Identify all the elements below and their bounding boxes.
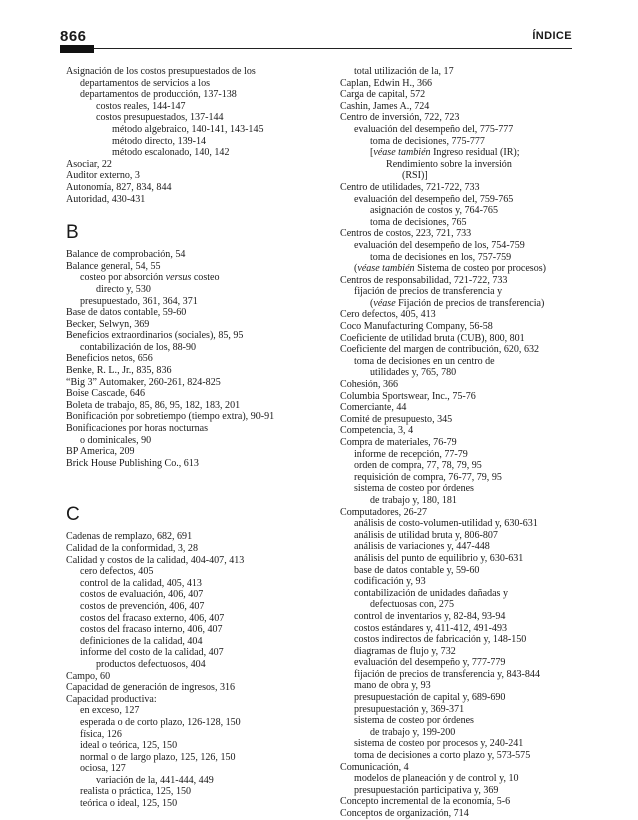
index-entry: Asociar, 22 xyxy=(66,158,112,170)
index-subentry: teórica o ideal, 125, 150 xyxy=(80,798,178,810)
index-entry: Beneficios extraordinarios (sociales), 85, 95 xyxy=(66,330,244,342)
index-subentry: evaluación del desempeño del, 775-777 xyxy=(354,123,514,135)
index-entry: Calidad de la conformidad, 3, 28 xyxy=(66,543,198,554)
page-number: 866 xyxy=(60,28,87,45)
index-entry: Autoridad, 430-431 xyxy=(66,193,146,205)
index-subentry: evaluación del desempeño del, 759-765 xyxy=(354,193,514,205)
index-entry: Caplan, Edwin H., 366 xyxy=(340,77,433,89)
index-entry: Cashin, James A., 724 xyxy=(340,100,430,112)
index-subentry: ideal o teórica, 125, 150 xyxy=(80,740,178,752)
index-entry: Boise Cascade, 646 xyxy=(66,388,145,400)
index-subentry: método directo, 139-14 xyxy=(112,135,207,147)
index-column-left xyxy=(66,66,326,810)
index-subentry: presupuestado, 361, 364, 371 xyxy=(80,295,198,307)
index-subentry: sistema de costeo por órdenes xyxy=(354,715,474,727)
index-subentry: defectuosas con, 275 xyxy=(370,599,454,611)
index-entry: Asignación de los costos presupuestados de los xyxy=(66,66,256,77)
index-subentry: costeo por absorción versus costeo xyxy=(80,272,220,284)
index-entry: Carga de capital, 572 xyxy=(340,89,426,101)
index-entry: BP America, 209 xyxy=(66,446,135,458)
index-entry: Centros de responsabilidad, 721-722, 733 xyxy=(340,274,508,286)
spacer xyxy=(66,487,326,505)
index-subentry: presupuestación participativa y, 369 xyxy=(354,784,499,796)
index-subentry: asignación de costos y, 764-765 xyxy=(370,205,498,217)
index-entry: Bonificación por sobretiempo (tiempo extra), 90-91 xyxy=(66,411,275,423)
index-subentry: análisis del punto de equilibrio y, 630-631 xyxy=(354,552,524,564)
index-subentry: contabilización de unidades dañadas y xyxy=(354,587,508,599)
index-entry: Coeficiente del margen de contribución, 620, 632 xyxy=(340,344,540,356)
index-subentry: normal o de largo plazo, 125, 126, 150 xyxy=(80,751,236,763)
index-entry: Compra de materiales, 76-79 xyxy=(340,437,457,448)
index-subentry: costos de prevención, 406, 407 xyxy=(80,600,205,612)
index-subentry: control de la calidad, 405, 413 xyxy=(80,577,202,589)
index-subentry: análisis de variaciones y, 447-448 xyxy=(354,541,490,553)
index-entry: Brick House Publishing Co., 613 xyxy=(66,457,199,469)
index-entry: Bonificaciones por horas nocturnas xyxy=(66,423,209,435)
index-subentry: evaluación del desempeño y, 777-779 xyxy=(354,657,506,669)
index-subentry: costos de evaluación, 406, 407 xyxy=(80,589,204,601)
header-marker-bar xyxy=(60,45,94,53)
index-subentry: control de inventarios y, 82-84, 93-94 xyxy=(354,610,506,622)
index-entry: Cohesión, 366 xyxy=(340,379,399,391)
index-entry: Capacidad productiva: xyxy=(66,693,157,705)
index-entry: Comité de presupuesto, 345 xyxy=(340,413,453,425)
index-entry: Campo, 60 xyxy=(66,670,111,682)
index-subentry: productos defectuosos, 404 xyxy=(96,658,206,670)
index-subentry: de trabajo y, 199-200 xyxy=(370,726,456,738)
index-entry: Computadores, 26-27 xyxy=(340,506,428,518)
index-subentry: informe del costo de la calidad, 407 xyxy=(80,647,224,659)
index-entry: Autonomía, 827, 834, 844 xyxy=(66,181,172,193)
index-subentry: sistema de costeo por procesos y, 240-241 xyxy=(354,738,524,750)
index-entry: Comunicación, 4 xyxy=(340,761,409,773)
index-subentry: fijación de precios de transferencia y xyxy=(354,286,503,298)
index-subentry: base de datos contable y, 59-60 xyxy=(354,564,480,576)
index-subentry: costos reales, 144-147 xyxy=(96,100,186,112)
index-column-right xyxy=(340,66,590,820)
index-subentry: fijación de precios de transferencia y, 843-844 xyxy=(354,668,540,680)
index-subentry: realista o práctica, 125, 150 xyxy=(80,786,192,798)
index-subentry: presupuestación de capital y, 689-690 xyxy=(354,692,506,704)
index-subentry: definiciones de la calidad, 404 xyxy=(80,635,203,647)
index-subentry: orden de compra, 77, 78, 79, 95 xyxy=(354,460,482,472)
index-entry: Beneficios netos, 656 xyxy=(66,353,153,365)
index-subentry: contabilización de los, 88-90 xyxy=(80,341,197,353)
index-subentry: toma de decisiones, 765 xyxy=(370,216,467,228)
index-subentry: mano de obra y, 93 xyxy=(354,680,431,692)
index-entry: Base de datos contable, 59-60 xyxy=(66,307,187,319)
index-entry: Columbia Sportswear, Inc., 75-76 xyxy=(340,390,476,402)
index-subentry: en exceso, 127 xyxy=(80,705,140,717)
index-entry: Centro de utilidades, 721-722, 733 xyxy=(340,181,480,193)
index-entry: Boleta de trabajo, 85, 86, 95, 182, 183, 201 xyxy=(66,399,241,411)
index-subentry: modelos de planeación y de control y, 10 xyxy=(354,773,519,785)
index-entry: Centros de costos, 223, 721, 733 xyxy=(340,228,472,240)
index-entry: Capacidad de generación de ingresos, 316 xyxy=(66,682,236,694)
index-subentry: diagramas de flujo y, 732 xyxy=(354,645,456,657)
index-subentry: método algebraico, 140-141, 143-145 xyxy=(112,123,264,135)
index-subentry: Rendimiento sobre la inversión xyxy=(386,158,512,170)
index-subentry: requisición de compra, 76-77, 79, 95 xyxy=(354,471,502,483)
index-subentry: ociosa, 127 xyxy=(80,763,126,775)
index-subentry: física, 126 xyxy=(80,728,122,740)
index-subentry: (RSI)] xyxy=(402,170,428,182)
index-subentry: toma de decisiones, 775-777 xyxy=(370,135,485,147)
page-header xyxy=(60,28,572,50)
index-subentry: de trabajo y, 180, 181 xyxy=(370,494,457,506)
index-subentry: codificación y, 93 xyxy=(354,576,426,588)
section-letter: B xyxy=(66,222,79,244)
index-entry: Becker, Selwyn, 369 xyxy=(66,318,150,330)
spacer xyxy=(66,205,326,223)
index-entry: Competencia, 3, 4 xyxy=(340,425,414,437)
index-subentry: costos estándares y, 411-412, 491-493 xyxy=(354,622,507,634)
index-entry: Calidad y costos de la calidad, 404-407, 413 xyxy=(66,554,245,566)
index-subentry: presupuestación y, 369-371 xyxy=(354,703,465,715)
section-title: ÍNDICE xyxy=(532,30,572,42)
index-subentry: costos presupuestados, 137-144 xyxy=(96,112,224,124)
index-subentry: costos del fracaso externo, 406, 407 xyxy=(80,612,225,624)
index-subentry: variación de la, 441-444, 449 xyxy=(96,774,214,786)
index-subentry: departamentos de producción, 137-138 xyxy=(80,89,237,101)
index-entry: Benke, R. L., Jr., 835, 836 xyxy=(66,365,172,377)
spacer xyxy=(66,469,326,487)
index-entry: Conceptos de organización, 714 xyxy=(340,808,469,819)
index-entry: Auditor externo, 3 xyxy=(66,170,140,182)
index-subentry: cero defectos, 405 xyxy=(80,566,154,578)
index-subentry: departamentos de servicios a los xyxy=(80,77,211,89)
header-rule xyxy=(60,48,572,49)
index-subentry: método escalonado, 140, 142 xyxy=(112,147,230,159)
index-subentry: análisis de utilidad bruta y, 806-807 xyxy=(354,529,498,541)
index-subentry: evaluación del desempeño de los, 754-759 xyxy=(354,239,525,251)
index-subentry: sistema de costeo por órdenes xyxy=(354,483,474,495)
index-entry: Cero defectos, 405, 413 xyxy=(340,309,436,321)
index-subentry: [véase también Ingreso residual (IR); xyxy=(370,147,520,159)
index-entry: “Big 3” Automaker, 260-261, 824-825 xyxy=(66,376,221,388)
index-entry: Balance general, 54, 55 xyxy=(66,260,161,272)
index-entry: Coeficiente de utilidad bruta (CUB), 800, 801 xyxy=(340,332,525,344)
index-subentry: costos del fracaso interno, 406, 407 xyxy=(80,624,223,636)
index-subentry: utilidades y, 765, 780 xyxy=(370,367,457,379)
index-entry: Coco Manufacturing Company, 56-58 xyxy=(340,321,493,333)
index-subentry: toma de decisiones en los, 757-759 xyxy=(370,251,512,263)
index-entry: Cadenas de remplazo, 682, 691 xyxy=(66,531,193,543)
index-subentry: (véase también Sistema de costeo por procesos) xyxy=(354,263,546,275)
index-entry: Concepto incremental de la economía, 5-6 xyxy=(340,796,511,808)
section-letter: C xyxy=(66,504,80,526)
index-subentry: directo y, 530 xyxy=(96,283,151,295)
index-subentry: toma de decisiones en un centro de xyxy=(354,355,495,367)
index-subentry: costos indirectos de fabricación y, 148-150 xyxy=(354,634,527,646)
index-subentry: o dominicales, 90 xyxy=(80,434,152,446)
index-entry: Comerciante, 44 xyxy=(340,402,407,414)
index-subentry: (véase Fijación de precios de transferencia) xyxy=(370,297,545,309)
index-subentry: análisis de costo-volumen-utilidad y, 630-631 xyxy=(354,518,538,530)
index-subentry: informe de recepción, 77-79 xyxy=(354,448,468,460)
index-subentry: total utilización de la, 17 xyxy=(354,66,454,77)
index-subentry: esperada o de corto plazo, 126-128, 150 xyxy=(80,716,241,728)
index-subentry: toma de decisiones a corto plazo y, 573-575 xyxy=(354,750,531,762)
index-entry: Balance de comprobación, 54 xyxy=(66,249,186,261)
index-entry: Centro de inversión, 722, 723 xyxy=(340,112,460,124)
